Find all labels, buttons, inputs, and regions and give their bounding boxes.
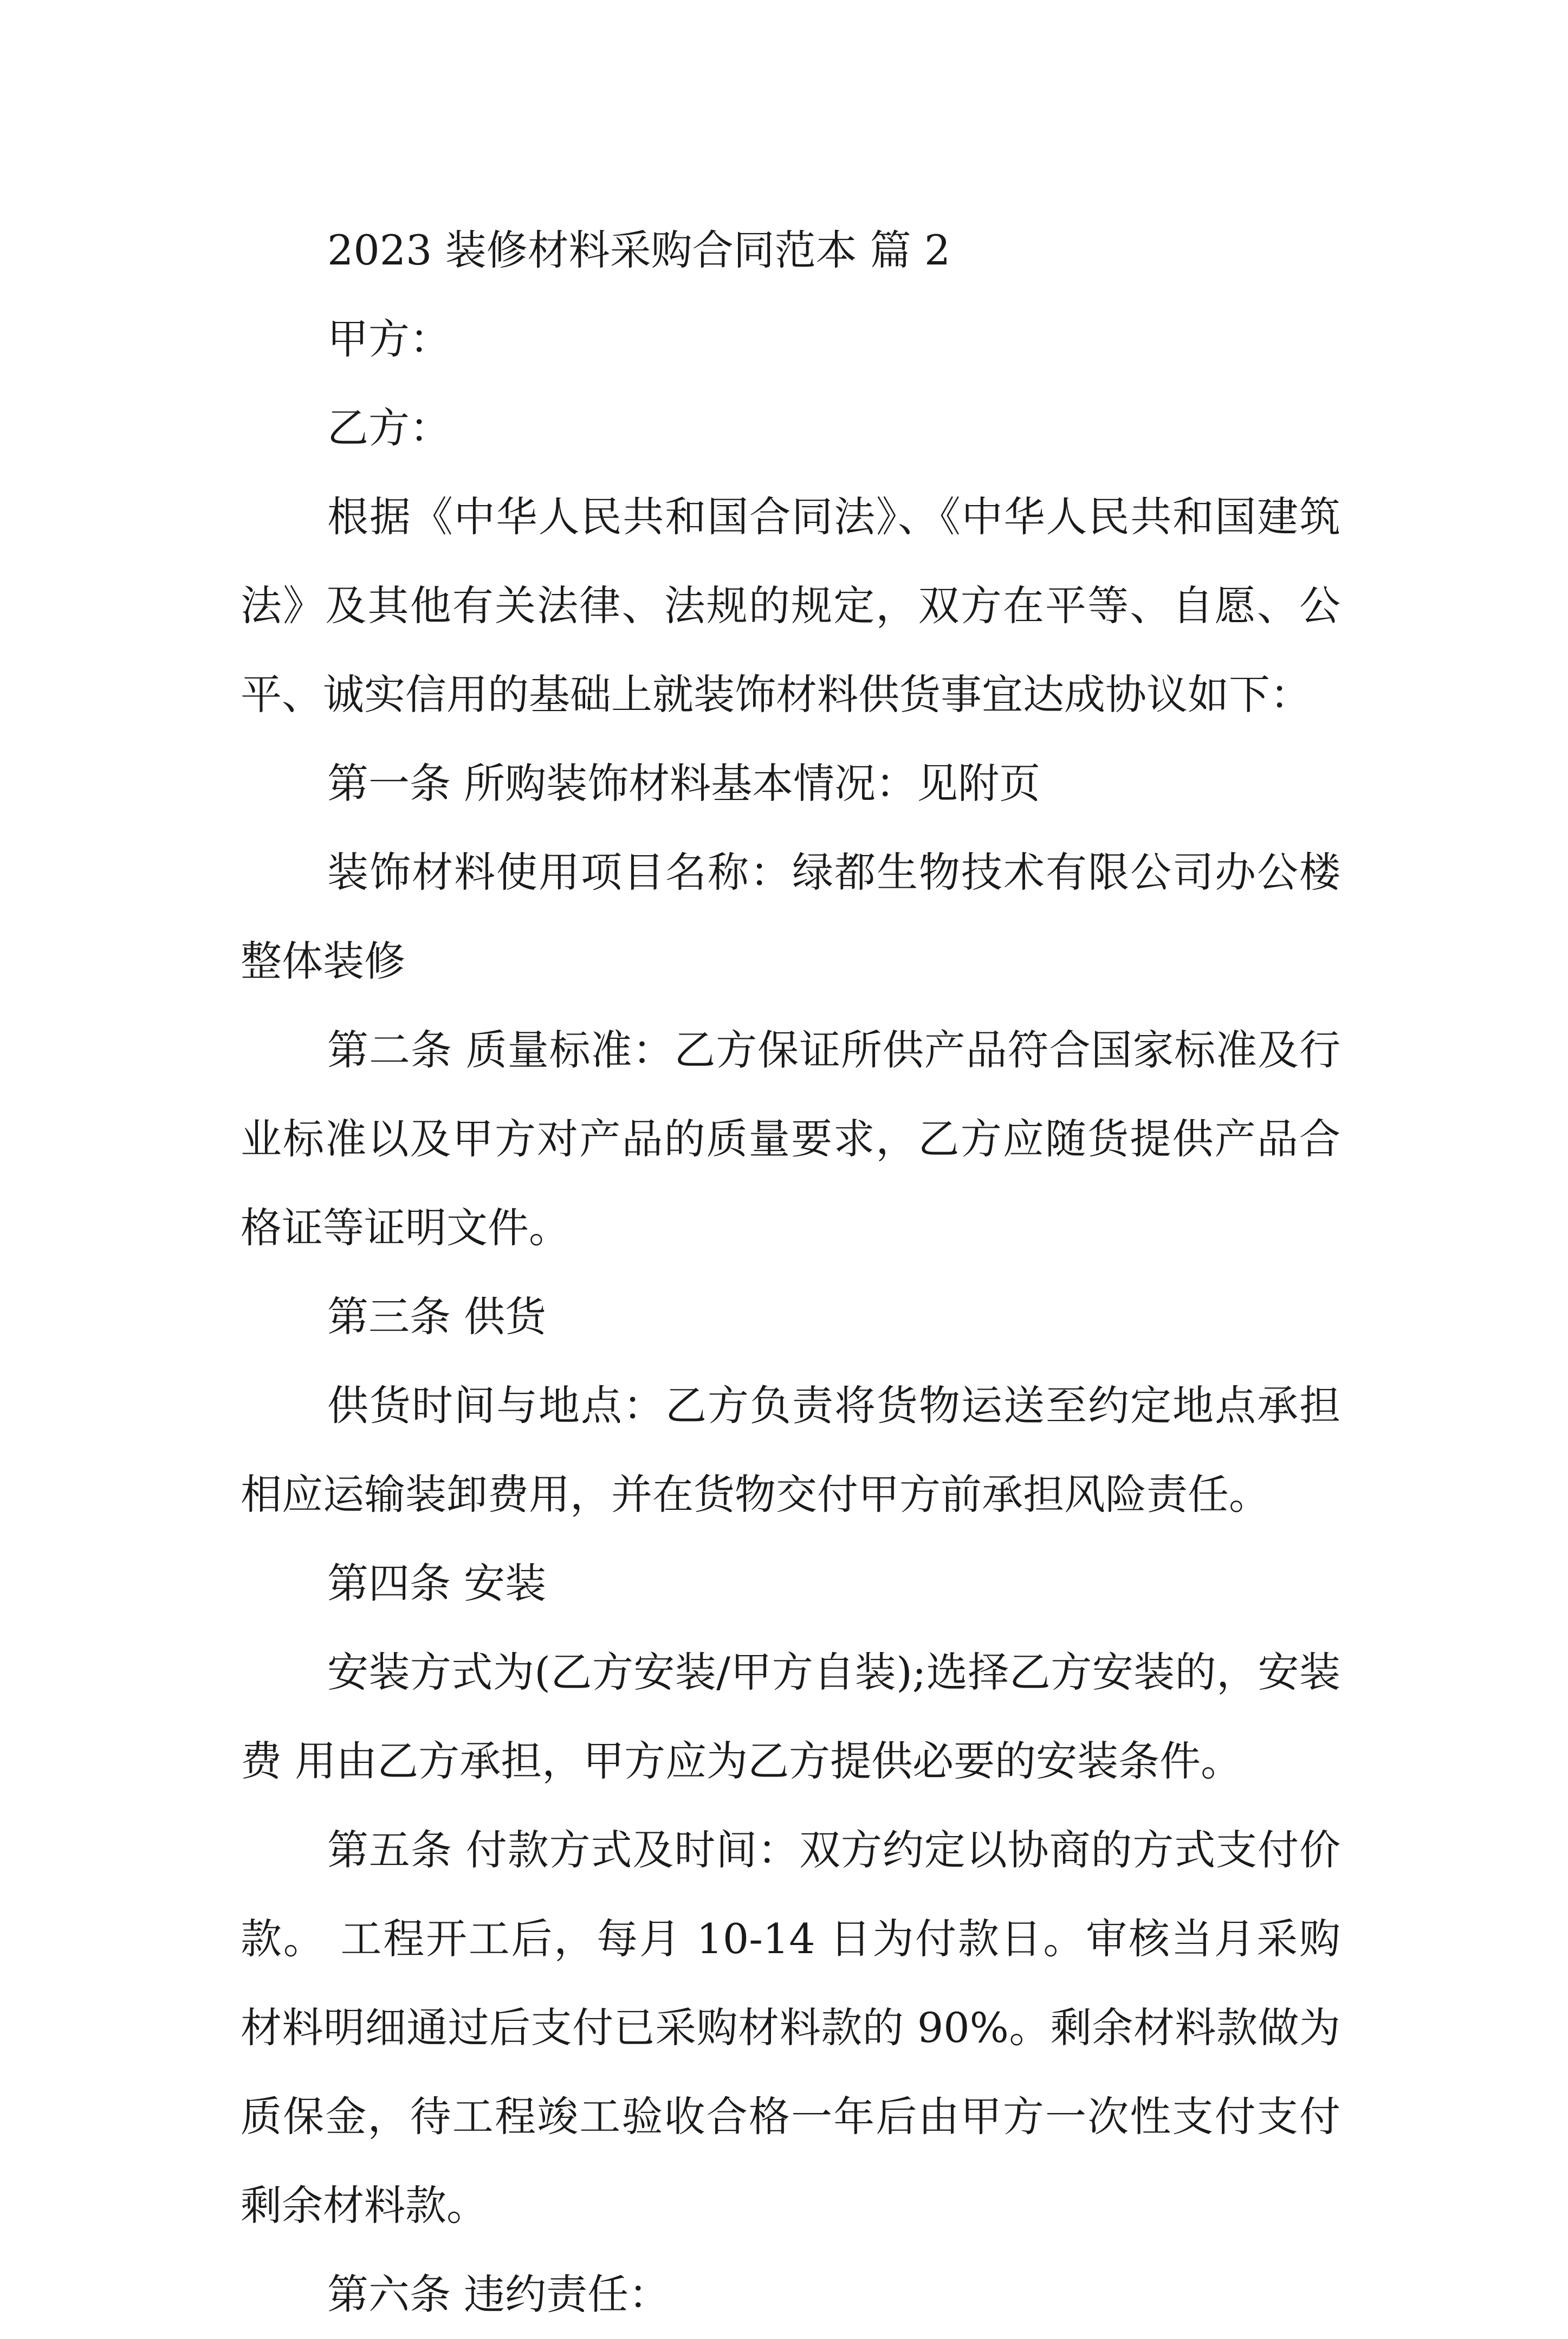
installation-paragraph: 安装方式为(乙方安装/甲方自装);选择乙方安装的，安装费 用由乙方承担，甲方应为乙方提供必要的安装条件。 bbox=[241, 1648, 1340, 1785]
article-2-paragraph: 第二条 质量标准：乙方保证所供产品符合国家标准及行业标准以及甲方对产品的质量要求，乙方应随货提供产品合格证等证明文件。 bbox=[241, 1026, 1340, 1252]
project-name-paragraph: 装饰材料使用项目名称：绿都生物技术有限公司办公楼整体装修 bbox=[241, 848, 1340, 985]
supply-time-paragraph: 供货时间与地点：乙方负责将货物运送至约定地点承担相应运输装卸费用，并在货物交付甲方前承担风险责任。 bbox=[241, 1381, 1340, 1519]
article-4-heading: 第四条 安装 bbox=[327, 1559, 547, 1607]
article-5-paragraph: 第五条 付款方式及时间：双方约定以协商的方式支付价款。 工程开工后，每月 10-14 日为付款日。审核当月采购材料明细通过后支付已采购材料款的 90%。剩余材料款做为质保金，待工程竣工验收合格一年后由甲方一次性支付支付剩余材料款。 bbox=[241, 1826, 1340, 2230]
article-1-heading: 第一条 所购装饰材料基本情况：见附页 bbox=[327, 759, 1041, 807]
article-6-heading: 第六条 违约责任： bbox=[327, 2270, 670, 2318]
party-a-line: 甲方： bbox=[327, 315, 451, 363]
preamble-paragraph: 根据《中华人民共和国合同法》、《中华人民共和国建筑法》及其他有关法律、法规的规定，双方在平等、自愿、公平、诚实信用的基础上就装饰材料供货事宜达成协议如下： bbox=[241, 493, 1340, 719]
party-b-line: 乙方： bbox=[327, 404, 451, 452]
document-body bbox=[241, 206, 1340, 2339]
document-title: 2023 装修材料采购合同范本 篇 2 bbox=[327, 226, 951, 274]
article-3-heading: 第三条 供货 bbox=[327, 1293, 547, 1341]
